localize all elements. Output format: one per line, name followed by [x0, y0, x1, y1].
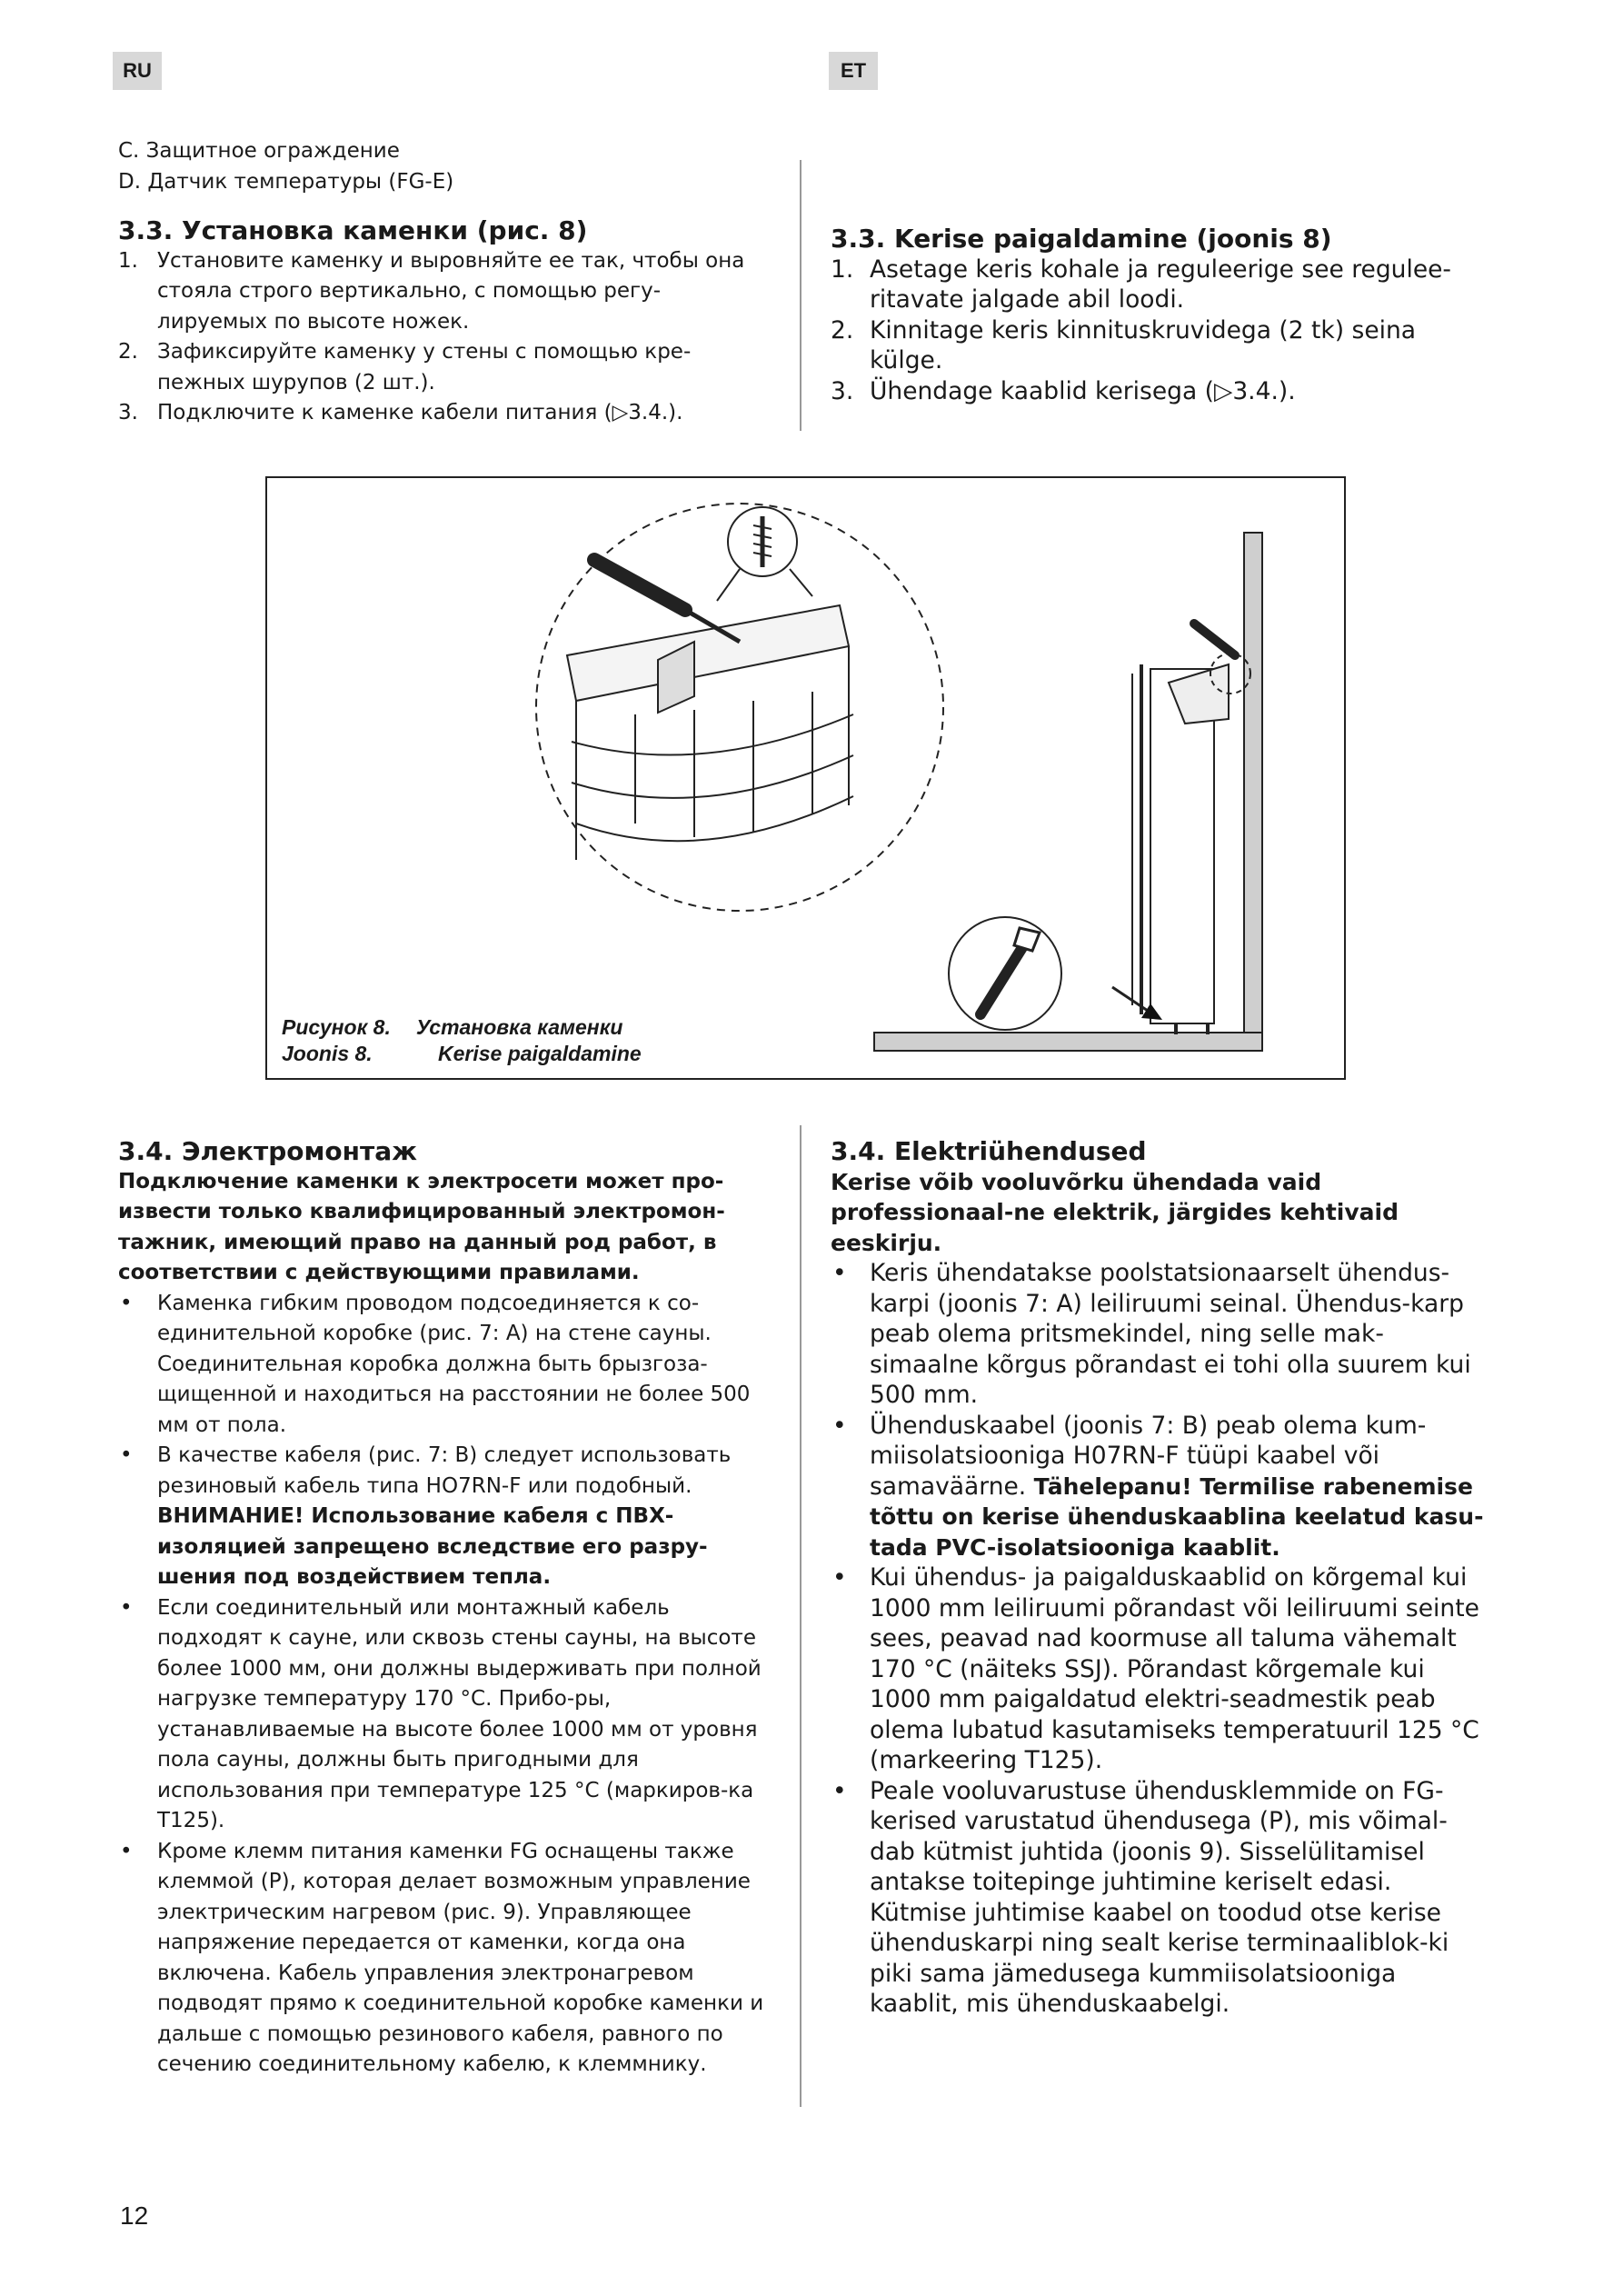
figure-caption-et [282, 1041, 642, 1067]
ru-install-step: 3. Подключите к каменке кабели питания (▷3.4.). [118, 401, 683, 424]
et-section-3-4 [831, 1136, 1485, 2020]
figure-caption-ru [282, 1014, 622, 1041]
ru-install-steps [118, 246, 754, 429]
heater-installation-illustration [267, 478, 1344, 1078]
figure-title-et: Kerise paigaldamine [438, 1042, 642, 1065]
lang-tag-et: ET [829, 52, 878, 90]
et-intro-warning: Kerise võib vooluvõrku ühendada vaid professionaal-ne elektrik, järgides kehtivaid eeskirju. [831, 1168, 1399, 1256]
list-item: • Peale vooluvarustuse ühendusklemmide on FG-kerised varustatud ühendusega (P), mis võimal-dab kütmist juhtida (joonis 9). Sisselülitamisel antakse toitepinge juhtimine keriselt edasi. Kütmise juhtimise kaabel on toodud otse kerise ühenduskarpi ning sealt kerise terminaaliblok-ki piki sama jämedusega kummiisolatsiooniga kaablit, mis ühenduskaabelgi. [831, 1776, 1485, 2020]
ru-top-column [118, 136, 754, 429]
lang-tag-ru: RU [113, 52, 162, 90]
list-item: • В качестве кабеля (рис. 7: B) следует использовать резиновый кабель типа HO7RN-F или подобный. ВНИМАНИЕ! Использование кабеля с ПВХ-изоляцией запрещено вследствие его разру-шения под воздействием тепла. [118, 1441, 768, 1593]
list-item: • Ühenduskaabel (joonis 7: B) peab olema kum-miisolatsiooniga H07RN-F tüüpi kaabel või samaväärne. Tähelepanu! Termilise rabenemise tõttu on kerise ühenduskaablina keelatud kasu-tada PVC-isolatsiooniga kaablit. [831, 1411, 1485, 1563]
figure-label-ru: Рисунок 8. [282, 1015, 391, 1039]
ru-install-step: 1. Установите каменку и выровняйте ее так, чтобы она стояла строго вертикально, с помощью регу-лируемых по высоте ножек. [118, 248, 745, 334]
et-section-3-4-title: 3.4. Elektriühendused [831, 1136, 1147, 1166]
legend-item-d: D. Датчик температуры (FG-E) [118, 169, 454, 194]
column-divider-bottom [800, 1125, 802, 2107]
ru-pvc-warning: ВНИМАНИЕ! Использование кабеля с ПВХ-изоляцией запрещено вследствие его разру-шения под воздействием тепла. [157, 1504, 708, 1589]
et-install-steps [831, 255, 1485, 407]
ru-section-3-4-title: 3.4. Электромонтаж [118, 1136, 417, 1166]
figure-label-et: Joonis 8. [282, 1042, 373, 1065]
ru-section-3-4 [118, 1136, 768, 2081]
list-item: • Если соединительный или монтажный кабель подходят к сауне, или сквозь стены сауны, на высоте более 1000 мм, они должны выдерживать при полной нагрузке температуру 170 °C. Прибо-ры, устанавливаемые на высоте более 1000 мм от уровня пола сауны, должны быть пригодными для использования при температуре 125 °C (маркиров-ка T125). [118, 1593, 768, 1837]
et-top-column [831, 224, 1485, 406]
ru-electrical-list [118, 1289, 768, 2081]
list-item: • Kui ühendus- ja paigalduskaablid on kõrgemal kui 1000 mm leiliruumi põrandast või leiliruumi seinte sees, peavad nad koormuse all taluma vähemalt 170 °C (näiteks SSJ). Põrandast kõrgemale kui 1000 mm paigaldatud elektri-seadmestik peab olema lubatud kasutamiseks temperatuuril 125 °C (markeering T125). [831, 1562, 1485, 1776]
et-install-step: 2. Kinnitage keris kinnituskruvidega (2 tk) seina külge. [831, 315, 1417, 374]
list-item: • Keris ühendatakse poolstatsionaarselt ühendus-karpi (joonis 7: A) leiliruumi seinal. Ühendus-karp peab olema pritsmekindel, ning selle mak-simaalne kõrgus põrandast ei tohi olla suurem kui 500 mm. [831, 1258, 1485, 1411]
et-install-step: 1. Asetage keris kohale ja reguleerige see regulee-ritavate jalgade abil loodi. [831, 255, 1451, 314]
legend-item-c: C. Защитное ограждение [118, 139, 400, 163]
ru-section-3-3-title: 3.3. Установка каменки (рис. 8) [118, 215, 588, 245]
et-section-3-3-title: 3.3. Kerise paigaldamine (joonis 8) [831, 224, 1332, 254]
column-divider-top [800, 160, 802, 431]
ru-install-step: 2. Зафиксируйте каменку у стены с помощью кре-пежных шурупов (2 шт.). [118, 340, 692, 394]
figure-title-ru: Установка каменки [415, 1015, 623, 1039]
ru-intro-warning: Подключение каменки к электросети может про-извести только квалифицированный электромон-тажник, имеющий право на данный род работ, в соответствии с действующими правилами. [118, 1169, 725, 1284]
list-item: • Кроме клемм питания каменки FG оснащены также клеммой (P), которая делает возможным управление электрическим нагревом (рис. 9). Управляющее напряжение передается от каменки, когда она включена. Кабель управления электронагревом подводят прямо к соединительной коробке каменки и дальше с помощью резинового кабеля, равного по сечению соединительному кабелю, к клеммнику. [118, 1837, 768, 2081]
et-install-step: 3. Ühendage kaablid kerisega (▷3.4.). [831, 376, 1296, 405]
et-electrical-list [831, 1258, 1485, 2020]
list-item: • Каменка гибким проводом подсоединяется к со-единительной коробке (рис. 7: A) на стене сауны. Соединительная коробка должна быть брызгоза-щищенной и находиться на расстоянии не более 500 мм от пола. [118, 1289, 768, 1442]
page-number: 12 [120, 2201, 149, 2230]
et-pvc-warning: Tähelepanu! Termilise rabenemise tõttu on kerise ühenduskaablina keelatud kasu-tada PVC-isolatsiooniga kaablit. [870, 1472, 1484, 1561]
figure-8 [265, 476, 1346, 1080]
